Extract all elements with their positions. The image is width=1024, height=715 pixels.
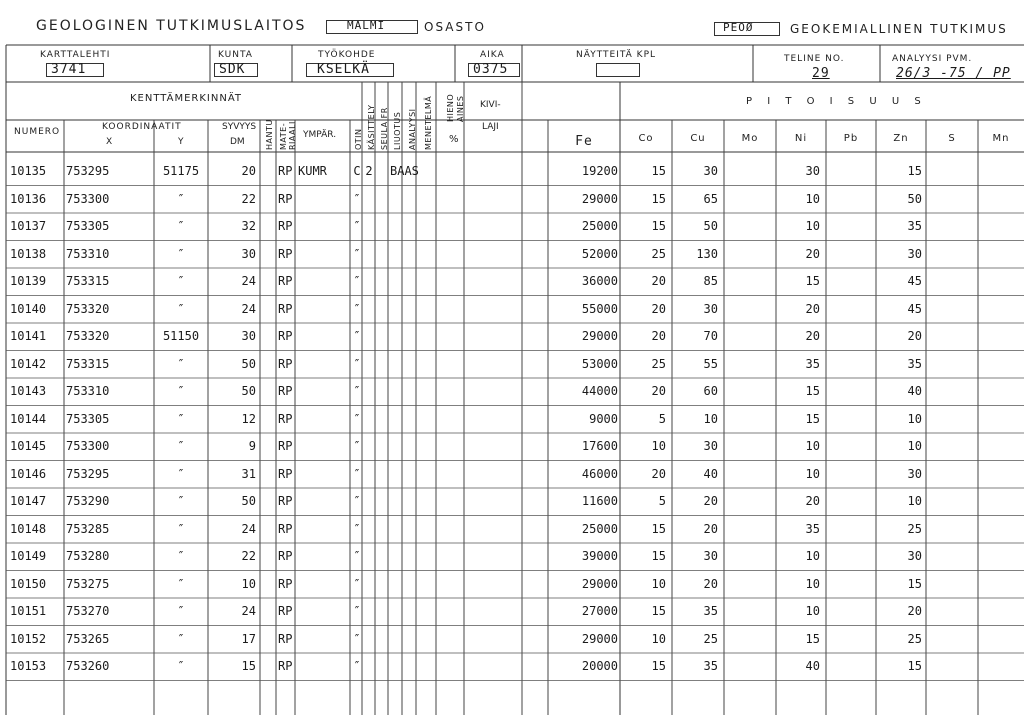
- sampler: ″: [353, 356, 361, 371]
- fe-value: 36000: [581, 274, 618, 288]
- depth-dm: 22: [241, 549, 256, 563]
- element-header-mn: Mn: [992, 133, 1010, 144]
- material: RP: [278, 301, 293, 316]
- zn-value: 45: [907, 274, 922, 288]
- karttalehti-value: 3741: [51, 62, 87, 77]
- ni-value: 20: [805, 329, 820, 343]
- element-header-fe: Fe: [575, 134, 593, 149]
- kenttamerkinnat-label: KENTTÄMERKINNÄT: [130, 93, 242, 104]
- cu-value: 20: [703, 576, 718, 591]
- cu-value: 25: [703, 631, 718, 646]
- element-header-mo: Mo: [741, 133, 759, 144]
- menetelma-header: MENETELMÄ: [424, 95, 433, 150]
- fe-value: 52000: [581, 246, 618, 261]
- material: RP: [278, 329, 293, 343]
- ni-value: 10: [805, 439, 820, 453]
- sampler: ″: [353, 521, 361, 536]
- co-value: 20: [651, 384, 666, 398]
- analysis-method: BAAS: [390, 164, 419, 178]
- co-value: 15: [651, 549, 666, 563]
- zn-value: 15: [907, 576, 922, 591]
- co-value: 20: [651, 274, 666, 288]
- sample-number: 10136: [10, 191, 47, 206]
- zn-value: 20: [907, 329, 922, 343]
- institute-title: GEOLOGINEN TUTKIMUSLAITOS: [36, 18, 307, 34]
- sample-number: 10146: [10, 466, 47, 481]
- sample-number: 10148: [10, 521, 47, 536]
- zn-value: 30: [907, 466, 922, 481]
- department-label: OSASTO: [424, 20, 486, 34]
- depth-dm: 30: [241, 329, 256, 343]
- coord-x: 753260: [66, 659, 110, 673]
- co-value: 15: [651, 521, 666, 536]
- seula-header: SEULA FR: [380, 107, 389, 150]
- liuotus-header: LIUOTUS: [393, 111, 402, 150]
- co-value: 10: [651, 631, 666, 646]
- depth-dm: 24: [241, 604, 256, 618]
- materiaali-header: MATE-RIAALI: [279, 121, 297, 150]
- co-value: 20: [651, 301, 666, 316]
- naytteita-box: [596, 63, 640, 77]
- cu-value: 50: [703, 219, 718, 233]
- fe-value: 9000: [589, 411, 618, 426]
- element-header-pb: Pb: [843, 133, 859, 144]
- sampler: C: [353, 164, 361, 178]
- material: RP: [278, 274, 293, 288]
- material: RP: [278, 631, 293, 646]
- material: RP: [278, 164, 293, 178]
- material: RP: [278, 439, 293, 453]
- karttalehti-box: [46, 63, 104, 77]
- zn-value: 10: [907, 439, 922, 453]
- material: RP: [278, 521, 293, 536]
- syvyys-header: SYVYYS: [222, 122, 257, 132]
- coord-y: ″: [177, 301, 185, 316]
- department-value: MALMI: [347, 19, 386, 32]
- ni-value: 10: [805, 219, 820, 233]
- fe-value: 19200: [581, 164, 618, 178]
- material: RP: [278, 219, 293, 233]
- co-value: 15: [651, 219, 666, 233]
- ni-value: 15: [805, 411, 820, 426]
- depth-dm: 20: [241, 164, 256, 178]
- kunta-box: [214, 63, 258, 77]
- fe-value: 55000: [581, 301, 618, 316]
- pitoisuus-header: P I T O I S U U S: [746, 96, 927, 107]
- depth-dm: 17: [241, 631, 256, 646]
- sampler: ″: [353, 329, 361, 343]
- coord-y: ″: [177, 604, 185, 618]
- zn-value: 25: [907, 521, 922, 536]
- coord-x: 753275: [66, 576, 110, 591]
- aines-header: AINES: [456, 95, 465, 122]
- kivilaji-header-1: KIVI-: [480, 100, 501, 110]
- sample-number: 10150: [10, 576, 47, 591]
- fe-value: 27000: [581, 604, 618, 618]
- sampler: ″: [353, 576, 361, 591]
- ni-value: 10: [805, 549, 820, 563]
- ni-value: 20: [805, 246, 820, 261]
- depth-dm: 22: [241, 191, 256, 206]
- coord-x: 753315: [66, 356, 110, 371]
- zn-value: 15: [907, 659, 922, 673]
- sample-number: 10138: [10, 246, 47, 261]
- sample-number: 10142: [10, 356, 47, 371]
- coord-y: ″: [177, 274, 185, 288]
- cu-value: 30: [703, 164, 718, 178]
- element-header-cu: Cu: [690, 133, 706, 144]
- ni-value: 35: [805, 356, 820, 371]
- percent-header: %: [449, 134, 459, 145]
- ni-value: 10: [805, 466, 820, 481]
- coord-y: 51150: [162, 329, 200, 343]
- material: RP: [278, 191, 293, 206]
- department-box: [326, 20, 418, 34]
- sampler: ″: [353, 439, 361, 453]
- dm-header: DM: [230, 137, 245, 147]
- study-label: GEOKEMIALLINEN TUTKIMUS: [790, 22, 1008, 36]
- karttalehti-label: KARTTALEHTI: [40, 50, 111, 60]
- sampler: ″: [353, 631, 361, 646]
- zn-value: 50: [907, 191, 922, 206]
- depth-dm: 50: [241, 384, 256, 398]
- sample-number: 10149: [10, 549, 47, 563]
- fe-value: 25000: [581, 219, 618, 233]
- zn-value: 30: [907, 246, 922, 261]
- ympar-header: YMPÄR.: [303, 130, 337, 140]
- hantu-header: HANTU: [265, 119, 274, 150]
- ni-value: 30: [805, 164, 820, 178]
- ni-value: 15: [805, 631, 820, 646]
- fe-value: 39000: [581, 549, 618, 563]
- zn-value: 35: [907, 356, 922, 371]
- aika-value: 0375: [473, 62, 509, 77]
- kasittely-header: KÄSITTELY: [367, 104, 376, 150]
- co-value: 15: [651, 191, 666, 206]
- material: RP: [278, 466, 293, 481]
- fe-value: 20000: [581, 659, 618, 673]
- fe-value: 46000: [581, 466, 618, 481]
- coord-y: ″: [177, 576, 185, 591]
- kivilaji-header-2: LAJI: [482, 122, 499, 132]
- depth-dm: 50: [241, 494, 256, 508]
- kunta-value: SDK: [219, 62, 246, 77]
- coord-y: ″: [177, 246, 185, 261]
- zn-value: 35: [907, 219, 922, 233]
- zn-value: 30: [907, 549, 922, 563]
- depth-dm: 32: [241, 219, 256, 233]
- coord-y: ″: [177, 494, 185, 508]
- teline-value: 29: [812, 66, 830, 81]
- material: RP: [278, 411, 293, 426]
- fe-value: 29000: [581, 191, 618, 206]
- fe-value: 29000: [581, 329, 618, 343]
- tyokohde-value: KSELKÄ: [317, 62, 370, 77]
- coord-x: 753315: [66, 274, 110, 288]
- analyysi-pvm-label: ANALYYSI PVM.: [892, 54, 973, 64]
- hieno-header: HIENO: [446, 93, 455, 122]
- aika-box: [468, 63, 520, 77]
- cu-value: 65: [703, 191, 718, 206]
- sample-number: 10139: [10, 274, 47, 288]
- sampler: ″: [353, 411, 361, 426]
- cu-value: 35: [703, 659, 718, 673]
- sampler: ″: [353, 246, 361, 261]
- material: RP: [278, 549, 293, 563]
- sample-number: 10137: [10, 219, 47, 233]
- coord-y: ″: [177, 521, 185, 536]
- coord-x: 753295: [66, 164, 110, 178]
- sampler: ″: [353, 384, 361, 398]
- ni-value: 10: [805, 576, 820, 591]
- sample-number: 10145: [10, 439, 47, 453]
- sample-number: 10152: [10, 631, 47, 646]
- naytteita-label: NÄYTTEITÄ KPL: [576, 50, 657, 60]
- otin-header: OTIN: [354, 128, 363, 150]
- coord-x: 753280: [66, 549, 110, 563]
- coord-y: 51175: [162, 164, 200, 178]
- fe-value: 29000: [581, 576, 618, 591]
- sample-number: 10144: [10, 411, 47, 426]
- depth-dm: 10: [241, 576, 256, 591]
- co-value: 20: [651, 329, 666, 343]
- material: RP: [278, 659, 293, 673]
- co-value: 25: [651, 356, 666, 371]
- cu-value: 30: [703, 301, 718, 316]
- cu-value: 10: [703, 411, 718, 426]
- cu-value: 35: [703, 604, 718, 618]
- co-value: 15: [651, 604, 666, 618]
- depth-dm: 9: [248, 439, 256, 453]
- fe-value: 17600: [581, 439, 618, 453]
- element-header-s: S: [948, 133, 956, 144]
- study-box: [714, 22, 780, 36]
- material: RP: [278, 494, 293, 508]
- depth-dm: 24: [241, 274, 256, 288]
- depth-dm: 24: [241, 301, 256, 316]
- study-value: PEOØ: [723, 21, 754, 34]
- coord-x: 753305: [66, 219, 110, 233]
- depth-dm: 12: [241, 411, 256, 426]
- cu-value: 55: [703, 356, 718, 371]
- x-header: X: [106, 137, 113, 147]
- material: RP: [278, 356, 293, 371]
- coord-x: 753265: [66, 631, 110, 646]
- zn-value: 15: [907, 164, 922, 178]
- depth-dm: 31: [241, 466, 256, 481]
- kunta-label: KUNTA: [218, 50, 253, 60]
- coord-y: ″: [177, 356, 185, 371]
- tyokohde-box: [306, 63, 394, 77]
- numero-header: NUMERO: [14, 127, 61, 137]
- material: RP: [278, 576, 293, 591]
- sample-number: 10141: [10, 329, 47, 343]
- ni-value: 20: [805, 494, 820, 508]
- coord-x: 753285: [66, 521, 110, 536]
- sampler: ″: [353, 604, 361, 618]
- fe-value: 53000: [581, 356, 618, 371]
- material: RP: [278, 384, 293, 398]
- coord-x: 753295: [66, 466, 110, 481]
- ni-value: 15: [805, 274, 820, 288]
- depth-dm: 15: [241, 659, 256, 673]
- coord-x: 753320: [66, 301, 110, 316]
- ni-value: 40: [805, 659, 820, 673]
- co-value: 5: [658, 494, 666, 508]
- sampler: ″: [353, 466, 361, 481]
- sample-number: 10140: [10, 301, 47, 316]
- coord-y: ″: [177, 411, 185, 426]
- sampler: ″: [353, 274, 361, 288]
- coord-y: ″: [177, 659, 185, 673]
- cu-value: 130: [696, 246, 718, 261]
- depth-dm: 30: [241, 246, 256, 261]
- ni-value: 35: [805, 521, 820, 536]
- cu-value: 70: [703, 329, 718, 343]
- zn-value: 45: [907, 301, 922, 316]
- co-value: 25: [651, 246, 666, 261]
- sample-number: 10151: [10, 604, 47, 618]
- coord-x: 753290: [66, 494, 110, 508]
- sample-number: 10135: [10, 164, 47, 178]
- cu-value: 30: [703, 439, 718, 453]
- cu-value: 20: [703, 494, 718, 508]
- element-header-ni: Ni: [794, 133, 808, 144]
- analyysi-header: ANALYYSI: [408, 108, 417, 150]
- koordinaatit-header: KOORDINAATIT: [102, 122, 182, 132]
- cu-value: 60: [703, 384, 718, 398]
- coord-x: 753320: [66, 329, 110, 343]
- sampler: ″: [353, 191, 361, 206]
- surroundings: KUMR: [298, 164, 327, 178]
- coord-x: 753310: [66, 246, 110, 261]
- coord-x: 753300: [66, 439, 110, 453]
- ni-value: 10: [805, 191, 820, 206]
- sampler: ″: [353, 659, 361, 673]
- fe-value: 25000: [581, 521, 618, 536]
- coord-x: 753270: [66, 604, 110, 618]
- zn-value: 25: [907, 631, 922, 646]
- teline-label: TELINE NO.: [784, 54, 845, 64]
- zn-value: 20: [907, 604, 922, 618]
- sample-number: 10143: [10, 384, 47, 398]
- co-value: 5: [658, 411, 666, 426]
- cu-value: 40: [703, 466, 718, 481]
- coord-x: 753300: [66, 191, 110, 206]
- depth-dm: 24: [241, 521, 256, 536]
- coord-y: ″: [177, 191, 185, 206]
- sampler: ″: [353, 219, 361, 233]
- sampler: ″: [353, 549, 361, 563]
- coord-x: 753310: [66, 384, 110, 398]
- sample-number: 10153: [10, 659, 47, 673]
- element-header-zn: Zn: [893, 133, 909, 144]
- tyokohde-label: TYÖKOHDE: [318, 50, 376, 60]
- element-header-co: Co: [638, 133, 654, 144]
- aika-label: AIKA: [480, 50, 505, 60]
- cu-value: 85: [703, 274, 718, 288]
- coord-y: ″: [177, 466, 185, 481]
- coord-y: ″: [177, 384, 185, 398]
- coord-y: ″: [177, 219, 185, 233]
- coord-y: ″: [177, 439, 185, 453]
- fe-value: 29000: [581, 631, 618, 646]
- sampler: ″: [353, 494, 361, 508]
- material: RP: [278, 604, 293, 618]
- co-value: 15: [651, 164, 666, 178]
- coord-x: 753305: [66, 411, 110, 426]
- zn-value: 10: [907, 494, 922, 508]
- sample-number: 10147: [10, 494, 47, 508]
- depth-dm: 50: [241, 356, 256, 371]
- ni-value: 20: [805, 301, 820, 316]
- zn-value: 40: [907, 384, 922, 398]
- zn-value: 10: [907, 411, 922, 426]
- co-value: 20: [651, 466, 666, 481]
- ni-value: 10: [805, 604, 820, 618]
- material: RP: [278, 246, 293, 261]
- processing: 2: [365, 164, 373, 178]
- ni-value: 15: [805, 384, 820, 398]
- cu-value: 30: [703, 549, 718, 563]
- fe-value: 44000: [581, 384, 618, 398]
- analyysi-pvm-value: 26/3 -75 / PP: [896, 66, 1011, 81]
- coord-y: ″: [177, 549, 185, 563]
- fe-value: 11600: [581, 494, 618, 508]
- sampler: ″: [353, 301, 361, 316]
- cu-value: 20: [703, 521, 718, 536]
- co-value: 15: [651, 659, 666, 673]
- co-value: 10: [651, 576, 666, 591]
- y-header: Y: [178, 137, 184, 147]
- coord-y: ″: [177, 631, 185, 646]
- co-value: 10: [651, 439, 666, 453]
